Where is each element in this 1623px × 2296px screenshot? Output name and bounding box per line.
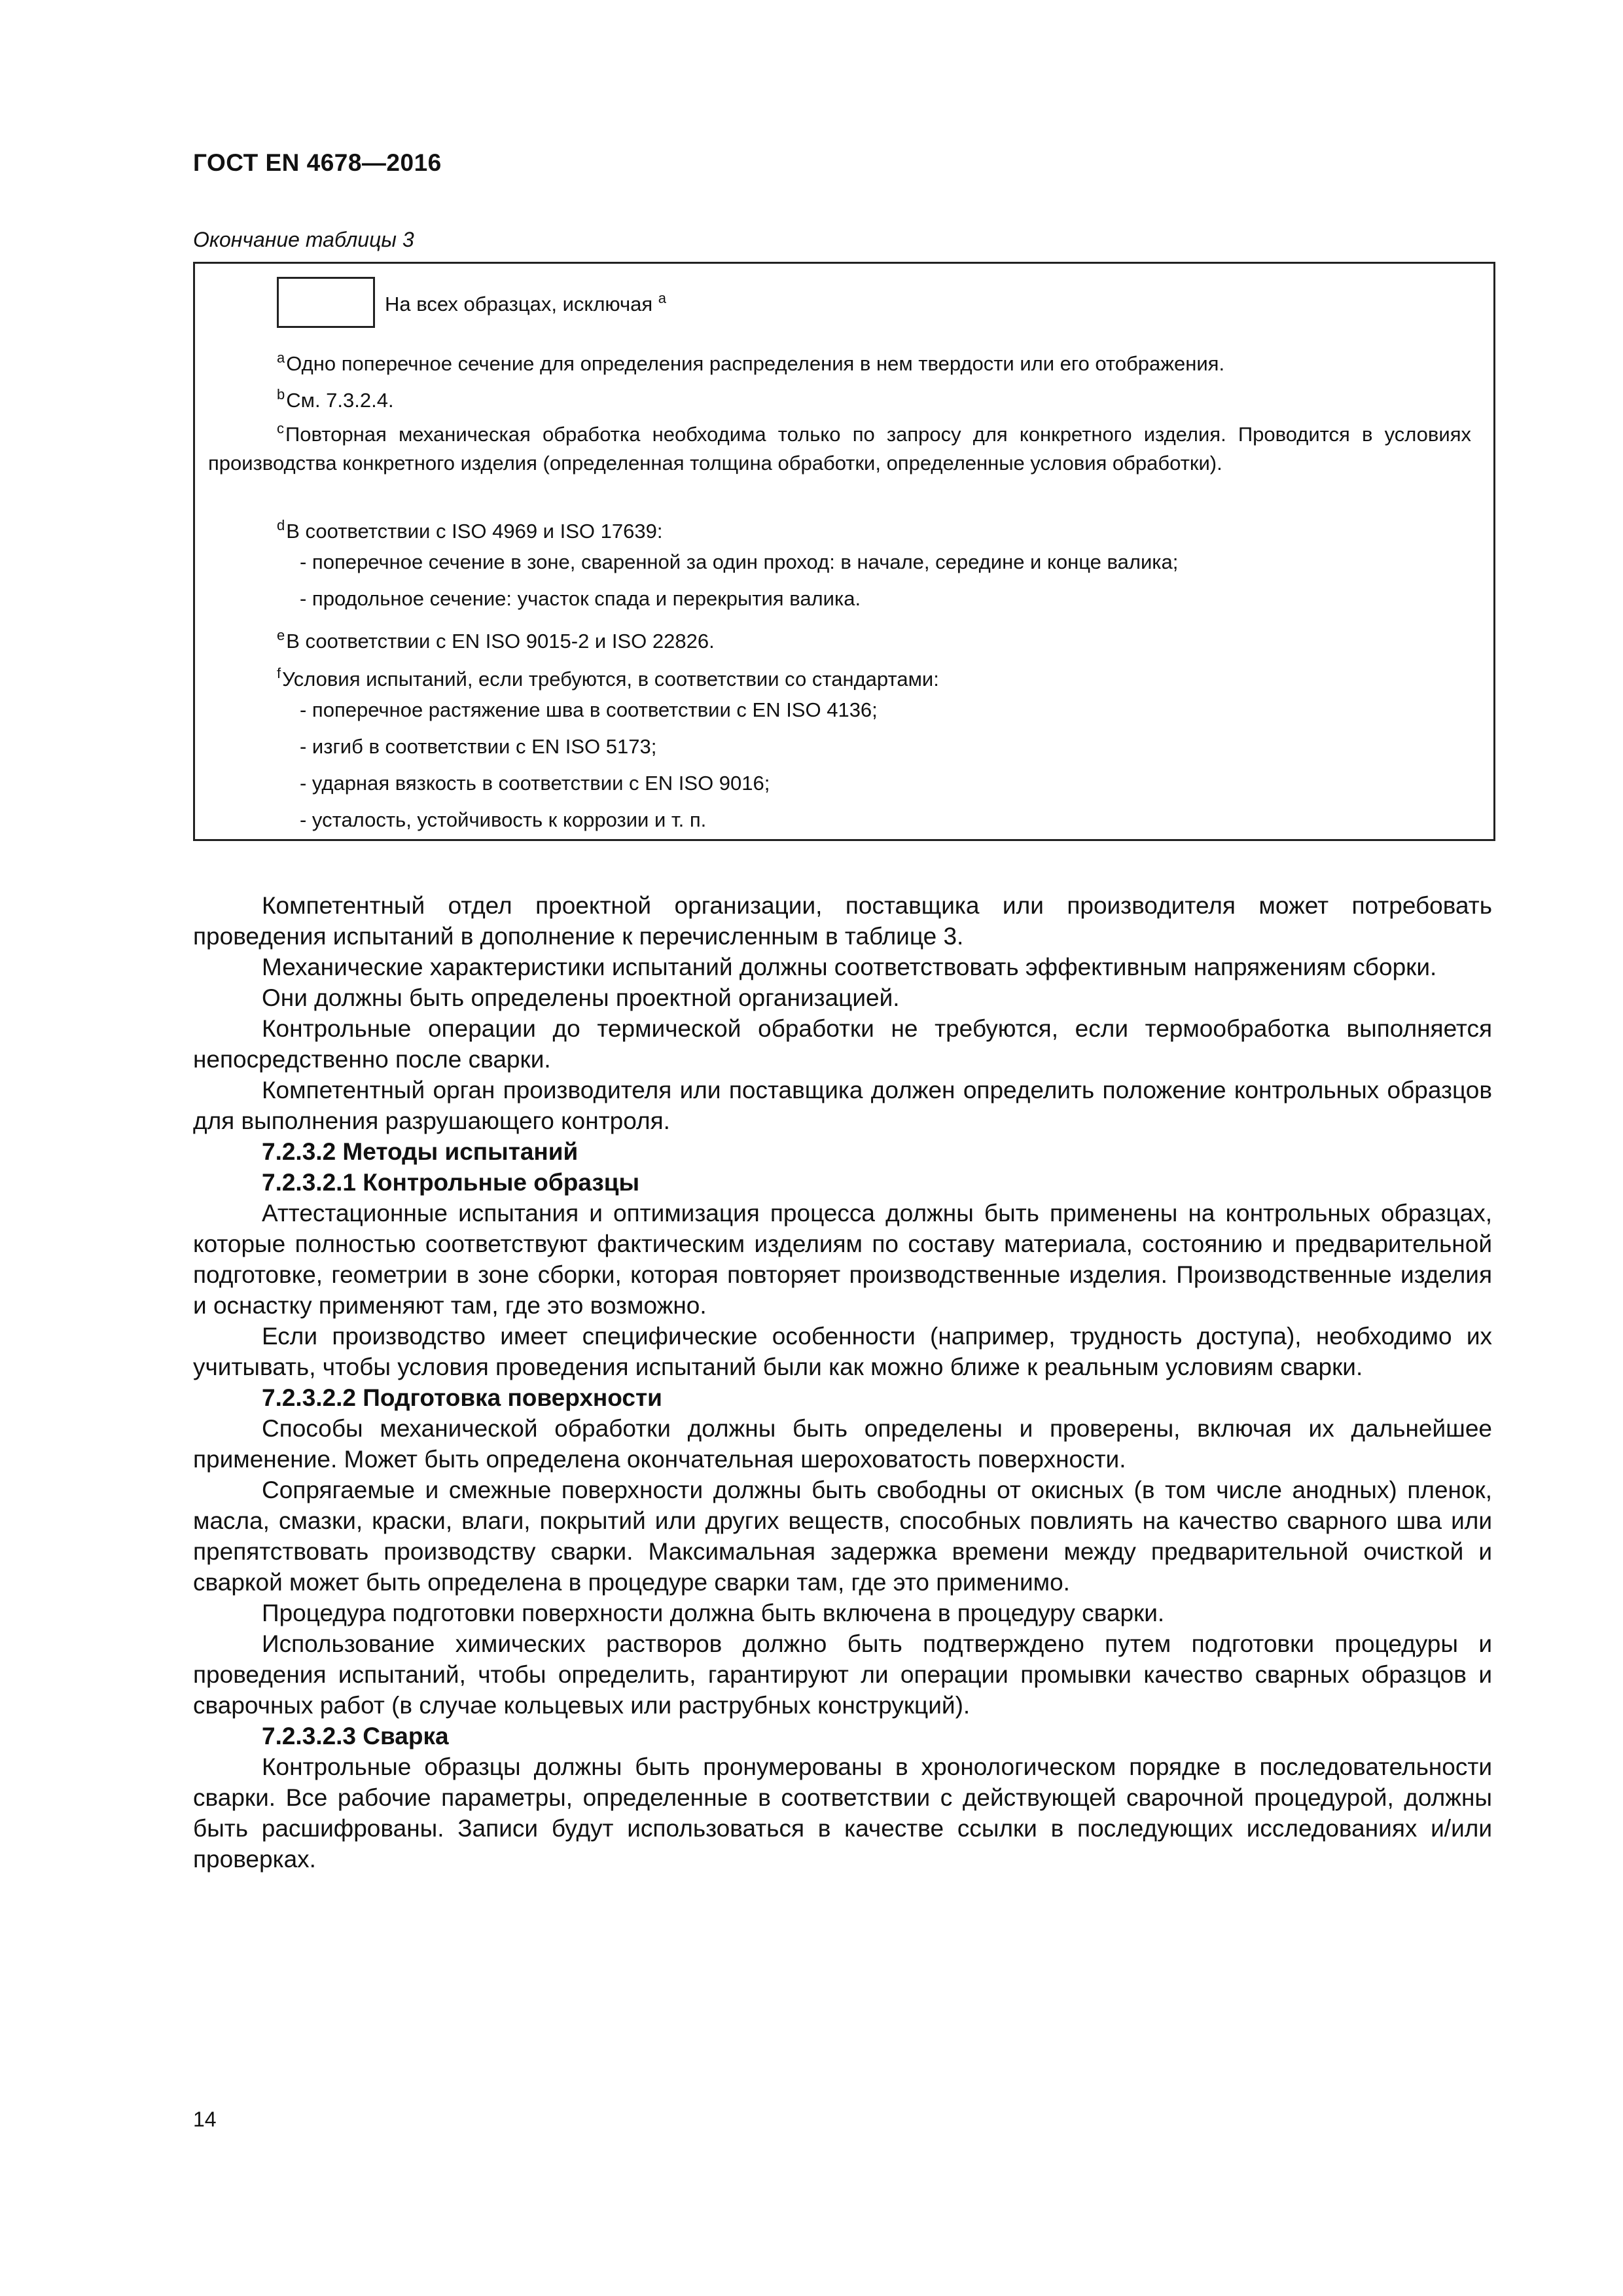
body-text bbox=[193, 890, 1492, 1874]
section-heading-welding: 7.2.3.2.3 Сварка bbox=[262, 1723, 449, 1749]
table-note-d-item-2: - продольное сечение: участок спада и перекрытия валика. bbox=[300, 587, 861, 610]
paragraph: Способы механической обработки должны быть определены и проверены, включая их дальнейшее применение. Может быть определена окончательная шероховатость поверхности. bbox=[193, 1415, 1492, 1473]
legend-text: На всех образцах, исключая $^a$ bbox=[385, 290, 667, 315]
document-header: ГОСТ EN 4678—2016 bbox=[193, 149, 442, 176]
legend-swatch bbox=[277, 277, 375, 328]
section-heading-surface-preparation: 7.2.3.2.2 Подготовка поверхности bbox=[262, 1384, 662, 1411]
paragraph: Использование химических растворов должно быть подтверждено путем подготовки процедуры и проведения испытаний, чтобы определить, гарантируют ли операции промывки качество сварных образцов и сварочных работ (в случае кольцевых или раструбных конструкций). bbox=[193, 1630, 1492, 1719]
paragraph: Механические характеристики испытаний должны соответствовать эффективным напряжениям сборки. bbox=[262, 954, 1437, 980]
table-note-d: $^d$В соответствии с ISO 4969 и ISO 17639: bbox=[277, 517, 663, 543]
page-number: 14 bbox=[193, 2108, 217, 2131]
paragraph: Контрольные образцы должны быть пронумерованы в хронологическом порядке в последовательности сварки. Все рабочие параметры, определенные в соответствии с действующей сварочной процедурой, должны быть расшифрованы. Записи будут использоваться в качестве ссылки в последующих исследованиях и/или проверках. bbox=[193, 1753, 1492, 1873]
paragraph: Аттестационные испытания и оптимизация процесса должны быть применены на контрольных образцах, которые полностью соответствуют фактическим изделиям по составу материала, состоянию и предварительной подготовке, геометрии в зоне сборки, которая повторяет производственные изделия. Производственные изделия и оснастку применяют там, где это возможно. bbox=[193, 1200, 1492, 1319]
table-note-c: $^c$Повторная механическая обработка необходима только по запросу для конкретного изделия. Проводится в условиях производства конкретного изделия (определенная толщина обработки, определенные условия обработки). bbox=[208, 420, 1471, 475]
table-note-b: $^b$См. 7.3.2.4. bbox=[277, 386, 394, 412]
table-note-f-item-4: - усталость, устойчивость к коррозии и т. п. bbox=[300, 808, 707, 831]
table-caption: Окончание таблицы 3 bbox=[193, 228, 414, 251]
table-note-e: $^e$В соответствии с EN ISO 9015-2 и ISO 22826. bbox=[277, 627, 715, 653]
table-note-d-item-1: - поперечное сечение в зоне, сваренной за один проход: в начале, середине и конце валика; bbox=[300, 550, 1179, 573]
paragraph: Компетентный орган производителя или поставщика должен определить положение контрольных образцов для выполнения разрушающего контроля. bbox=[193, 1077, 1492, 1134]
paragraph: Компетентный отдел проектной организации, поставщика или производителя может потребовать проведения испытаний в дополнение к перечисленным в таблице 3. bbox=[193, 892, 1492, 950]
paragraph: Если производство имеет специфические особенности (например, трудность доступа), необходимо их учитывать, чтобы условия проведения испытаний были как можно ближе к реальным условиям сварки. bbox=[193, 1323, 1492, 1380]
table-note-f-item-2: - изгиб в соответствии с EN ISO 5173; bbox=[300, 735, 657, 758]
table-notes-box bbox=[193, 262, 1495, 841]
table-note-a: $^a$Одно поперечное сечение для определения распределения в нем твердости или его отображения. bbox=[277, 350, 1225, 375]
table-note-f-item-3: - ударная вязкость в соответствии с EN ISO 9016; bbox=[300, 772, 770, 795]
paragraph: Процедура подготовки поверхности должна быть включена в процедуру сварки. bbox=[262, 1600, 1165, 1626]
section-heading-control-specimens: 7.2.3.2.1 Контрольные образцы bbox=[262, 1169, 640, 1196]
paragraph: Контрольные операции до термической обработки не требуются, если термообработка выполняется непосредственно после сварки. bbox=[193, 1015, 1492, 1073]
paragraph: Сопрягаемые и смежные поверхности должны быть свободны от окисных (в том числе анодных) пленок, масла, смазки, краски, влаги, покрытий или других веществ, способных повлиять на качество сварного шва или препятствовать производству сварки. Максимальная задержка времени между предварительной очисткой и сваркой может быть определена в процедуре сварки там, где это применимо. bbox=[193, 1477, 1492, 1596]
table-note-f: $^f$Условия испытаний, если требуются, в соответствии со стандартами: bbox=[277, 665, 939, 691]
table-note-f-item-1: - поперечное растяжение шва в соответствии с EN ISO 4136; bbox=[300, 698, 878, 721]
paragraph: Они должны быть определены проектной организацией. bbox=[262, 984, 900, 1011]
section-heading-test-methods: 7.2.3.2 Методы испытаний bbox=[262, 1138, 579, 1165]
